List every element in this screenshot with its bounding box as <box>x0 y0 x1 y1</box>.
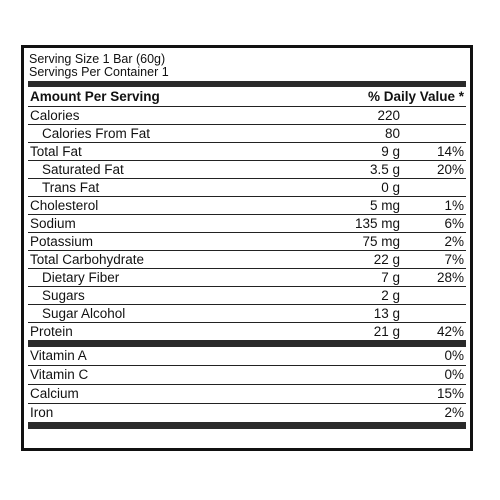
vitamin-name: Vitamin A <box>30 348 87 363</box>
nutrient-daily-value: 2% <box>444 234 464 249</box>
nutrient-row <box>28 323 466 340</box>
nutrient-amount: 22 g <box>373 252 400 267</box>
nutrition-facts-panel <box>21 45 473 451</box>
vitamin-daily-value: 2% <box>444 405 464 420</box>
vitamin-name: Calcium <box>30 386 79 401</box>
vitamin-daily-value: 0% <box>444 367 464 382</box>
nutrient-name: Calories <box>30 108 80 123</box>
divider-bottom <box>28 422 466 429</box>
vitamin-row <box>28 347 466 366</box>
nutrient-amount: 0 g <box>381 180 400 195</box>
nutrient-daily-value: 14% <box>436 144 464 159</box>
nutrient-list <box>28 107 466 340</box>
nutrient-name: Total Fat <box>30 144 82 159</box>
nutrient-row <box>28 305 466 323</box>
amount-header-row <box>28 87 466 107</box>
nutrient-name: Protein <box>30 324 73 339</box>
nutrient-name: Saturated Fat <box>42 162 124 177</box>
nutrient-row <box>28 287 466 305</box>
nutrient-name: Sodium <box>30 216 76 231</box>
nutrient-row <box>28 179 466 197</box>
nutrient-row <box>28 161 466 179</box>
nutrient-name: Potassium <box>30 234 94 249</box>
nutrient-daily-value: 28% <box>436 270 464 285</box>
nutrient-name: Trans Fat <box>42 180 100 195</box>
vitamin-row <box>28 366 466 385</box>
nutrient-amount: 3.5 g <box>369 162 400 177</box>
nutrient-name: Sugar Alcohol <box>42 306 126 321</box>
vitamin-row <box>28 404 466 422</box>
vitamin-name: Vitamin C <box>30 367 89 382</box>
nutrient-row <box>28 143 466 161</box>
daily-value-label: % Daily Value * <box>367 89 464 104</box>
nutrient-name: Cholesterol <box>30 198 99 213</box>
nutrition-facts-content <box>28 48 466 429</box>
nutrient-name: Dietary Fiber <box>42 270 120 285</box>
servings-per-container: Servings Per Container 1 <box>29 65 169 79</box>
nutrient-name: Sugars <box>42 288 85 303</box>
nutrient-daily-value: 7% <box>444 252 464 267</box>
nutrient-row <box>28 197 466 215</box>
divider-thick <box>28 340 466 347</box>
nutrient-amount: 80 <box>384 126 400 141</box>
nutrient-amount: 75 mg <box>362 234 400 249</box>
vitamin-daily-value: 15% <box>436 386 464 401</box>
nutrient-amount: 21 g <box>373 324 400 339</box>
nutrient-amount: 7 g <box>381 270 400 285</box>
nutrient-amount: 9 g <box>381 144 400 159</box>
amount-per-serving-label: Amount Per Serving <box>30 89 160 104</box>
serving-size: Serving Size 1 Bar (60g) <box>29 52 166 66</box>
vitamin-row <box>28 385 466 404</box>
vitamin-daily-value: 0% <box>444 348 464 363</box>
vitamin-list <box>28 347 466 422</box>
nutrient-row <box>28 107 466 125</box>
nutrient-row <box>28 233 466 251</box>
nutrient-name: Total Carbohydrate <box>30 252 145 267</box>
nutrient-row <box>28 215 466 233</box>
nutrient-row <box>28 125 466 143</box>
nutrient-amount: 220 <box>377 108 400 123</box>
nutrient-amount: 13 g <box>373 306 400 321</box>
nutrient-row <box>28 251 466 269</box>
nutrient-daily-value: 42% <box>436 324 464 339</box>
nutrient-amount: 2 g <box>381 288 400 303</box>
nutrient-amount: 135 mg <box>354 216 400 231</box>
nutrient-daily-value: 20% <box>436 162 464 177</box>
nutrient-amount: 5 mg <box>369 198 400 213</box>
nutrient-row <box>28 269 466 287</box>
nutrient-name: Calories From Fat <box>42 126 151 141</box>
nutrient-daily-value: 1% <box>444 198 464 213</box>
vitamin-name: Iron <box>30 405 54 420</box>
nutrient-daily-value: 6% <box>444 216 464 231</box>
